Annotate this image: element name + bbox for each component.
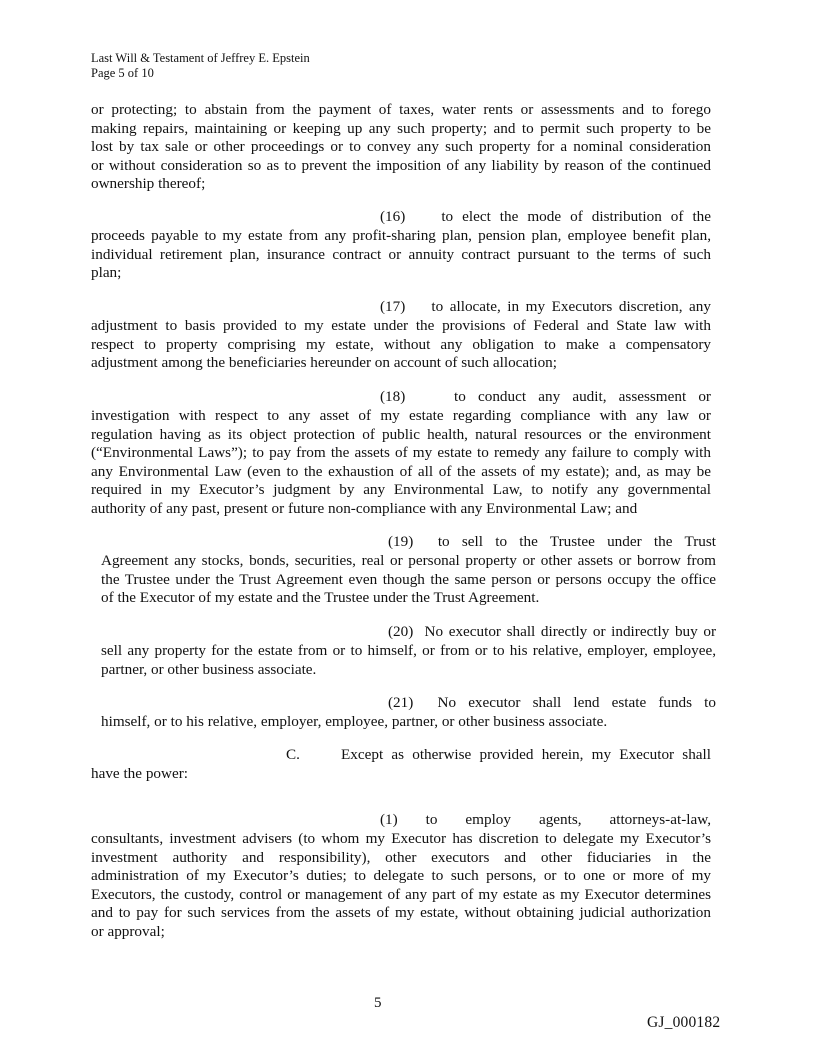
clause-lead: (17) to allocate, in my Executors discretion, any bbox=[380, 298, 711, 315]
page-indicator: Page 5 of 10 bbox=[91, 66, 154, 80]
text-line: administration of my Executor’s duties; to delegate to such persons, or to one or more of my bbox=[91, 867, 711, 884]
text-line: investigation with respect to any asset of my estate regarding compliance with any law or bbox=[91, 407, 711, 424]
clause-17-lead bbox=[380, 298, 711, 317]
text-line: (“Environmental Laws”); to pay from the assets of my estate to remedy any failure to comply with bbox=[91, 444, 711, 461]
text-line: plan; bbox=[91, 264, 122, 281]
clause-20-body bbox=[101, 642, 716, 679]
text-line: partner, or other business associate. bbox=[101, 660, 317, 678]
text-line: or protecting; to abstain from the payment of taxes, water rents or assessments and to forego bbox=[91, 101, 711, 118]
section-lead: C. Except as otherwise provided herein, my Executor shall bbox=[286, 746, 711, 763]
clause-18-lead bbox=[380, 388, 711, 407]
text-line: adjustment to basis provided to my estate under the provisions of Federal and State law with bbox=[91, 317, 711, 334]
text-line: ownership thereof; bbox=[91, 175, 206, 192]
text-line: himself, or to his relative, employer, employee, partner, or other business associate. bbox=[101, 713, 608, 730]
text-line: Agreement any stocks, bonds, securities, real or personal property or other assets or borrow from bbox=[101, 552, 716, 569]
text-line: sell any property for the estate from or to himself, or from or to his relative, employer, employee, bbox=[101, 642, 716, 659]
section-c-body bbox=[91, 765, 711, 784]
text-line: or approval; bbox=[91, 922, 165, 940]
text-line: the Trustee under the Trust Agreement even though the same person or persons occupy the office bbox=[101, 570, 716, 588]
text-line: making repairs, maintaining or keeping up any such property; and to permit such property to be bbox=[91, 119, 711, 137]
clause-1-lead bbox=[380, 811, 711, 830]
text-line: have the power: bbox=[91, 765, 188, 782]
clause-18-body bbox=[91, 407, 711, 518]
clause-lead: (20) No executor shall directly or indirectly buy or bbox=[388, 623, 716, 640]
clause-lead: (18) to conduct any audit, assessment or bbox=[380, 388, 711, 405]
paragraph-continuation bbox=[91, 101, 711, 194]
clause-lead: (19) to sell to the Trustee under the Trust bbox=[388, 533, 716, 550]
clause-19-body bbox=[101, 552, 716, 608]
text-line: and to pay for such services from the assets of my estate, without obtaining judicial authorization bbox=[91, 904, 711, 921]
text-line: required in my Executor’s judgment by any Environmental Law, to notify any governmental bbox=[91, 481, 711, 498]
clause-16-body bbox=[91, 227, 711, 283]
text-line: investment authority and responsibility), other executors and other fiduciaries in the bbox=[91, 848, 711, 866]
text-line: adjustment among the beneficiaries hereunder on account of such allocation; bbox=[91, 354, 557, 371]
text-line: Executors, the custody, control or management of any part of my estate as my Executor determines bbox=[91, 885, 711, 903]
clause-lead: (16) to elect the mode of distribution of the bbox=[380, 208, 711, 225]
bates-number: GJ_000182 bbox=[647, 1014, 721, 1031]
text-line: lost by tax sale or other proceedings or to convey any such property for a nominal consideration bbox=[91, 138, 711, 155]
section-c-lead bbox=[286, 746, 711, 765]
text-line: or without consideration so as to prevent the imposition of any liability by reason of the continued bbox=[91, 156, 711, 174]
text-line: proceeds payable to my estate from any profit-sharing plan, pension plan, employee benefit plan, bbox=[91, 227, 711, 244]
text-line: authority of any past, present or future non-compliance with any Environmental Law; and bbox=[91, 499, 638, 517]
document-title: Last Will & Testament of Jeffrey E. Epstein bbox=[91, 51, 310, 65]
text-line: any Environmental Law (even to the exhaustion of all of the assets of my estate); and, as may be bbox=[91, 462, 711, 480]
clause-16-lead bbox=[380, 208, 711, 227]
page-header bbox=[91, 51, 310, 81]
text-line: respect to property comprising my estate, without any obligation to make a compensatory bbox=[91, 335, 711, 353]
clause-21-body bbox=[101, 713, 716, 732]
text-line: individual retirement plan, insurance contract or annuity contract pursuant to the terms of such bbox=[91, 245, 711, 263]
clause-21-lead bbox=[388, 694, 716, 713]
text-line: consultants, investment advisers (to whom my Executor has discretion to delegate my Executor’s bbox=[91, 830, 711, 847]
clause-20-lead bbox=[388, 623, 716, 642]
text-line: of the Executor of my estate and the Trustee under the Trust Agreement. bbox=[101, 589, 540, 606]
page-number: 5 bbox=[374, 995, 382, 1011]
clause-lead: (1) to employ agents, attorneys-at-law, bbox=[380, 811, 711, 828]
clause-lead: (21) No executor shall lend estate funds to bbox=[388, 694, 716, 711]
clause-19-lead bbox=[388, 533, 716, 552]
text-line: regulation having as its object protection of public health, natural resources or the environment bbox=[91, 425, 711, 443]
clause-17-body bbox=[91, 317, 711, 373]
clause-1-body bbox=[91, 830, 711, 941]
